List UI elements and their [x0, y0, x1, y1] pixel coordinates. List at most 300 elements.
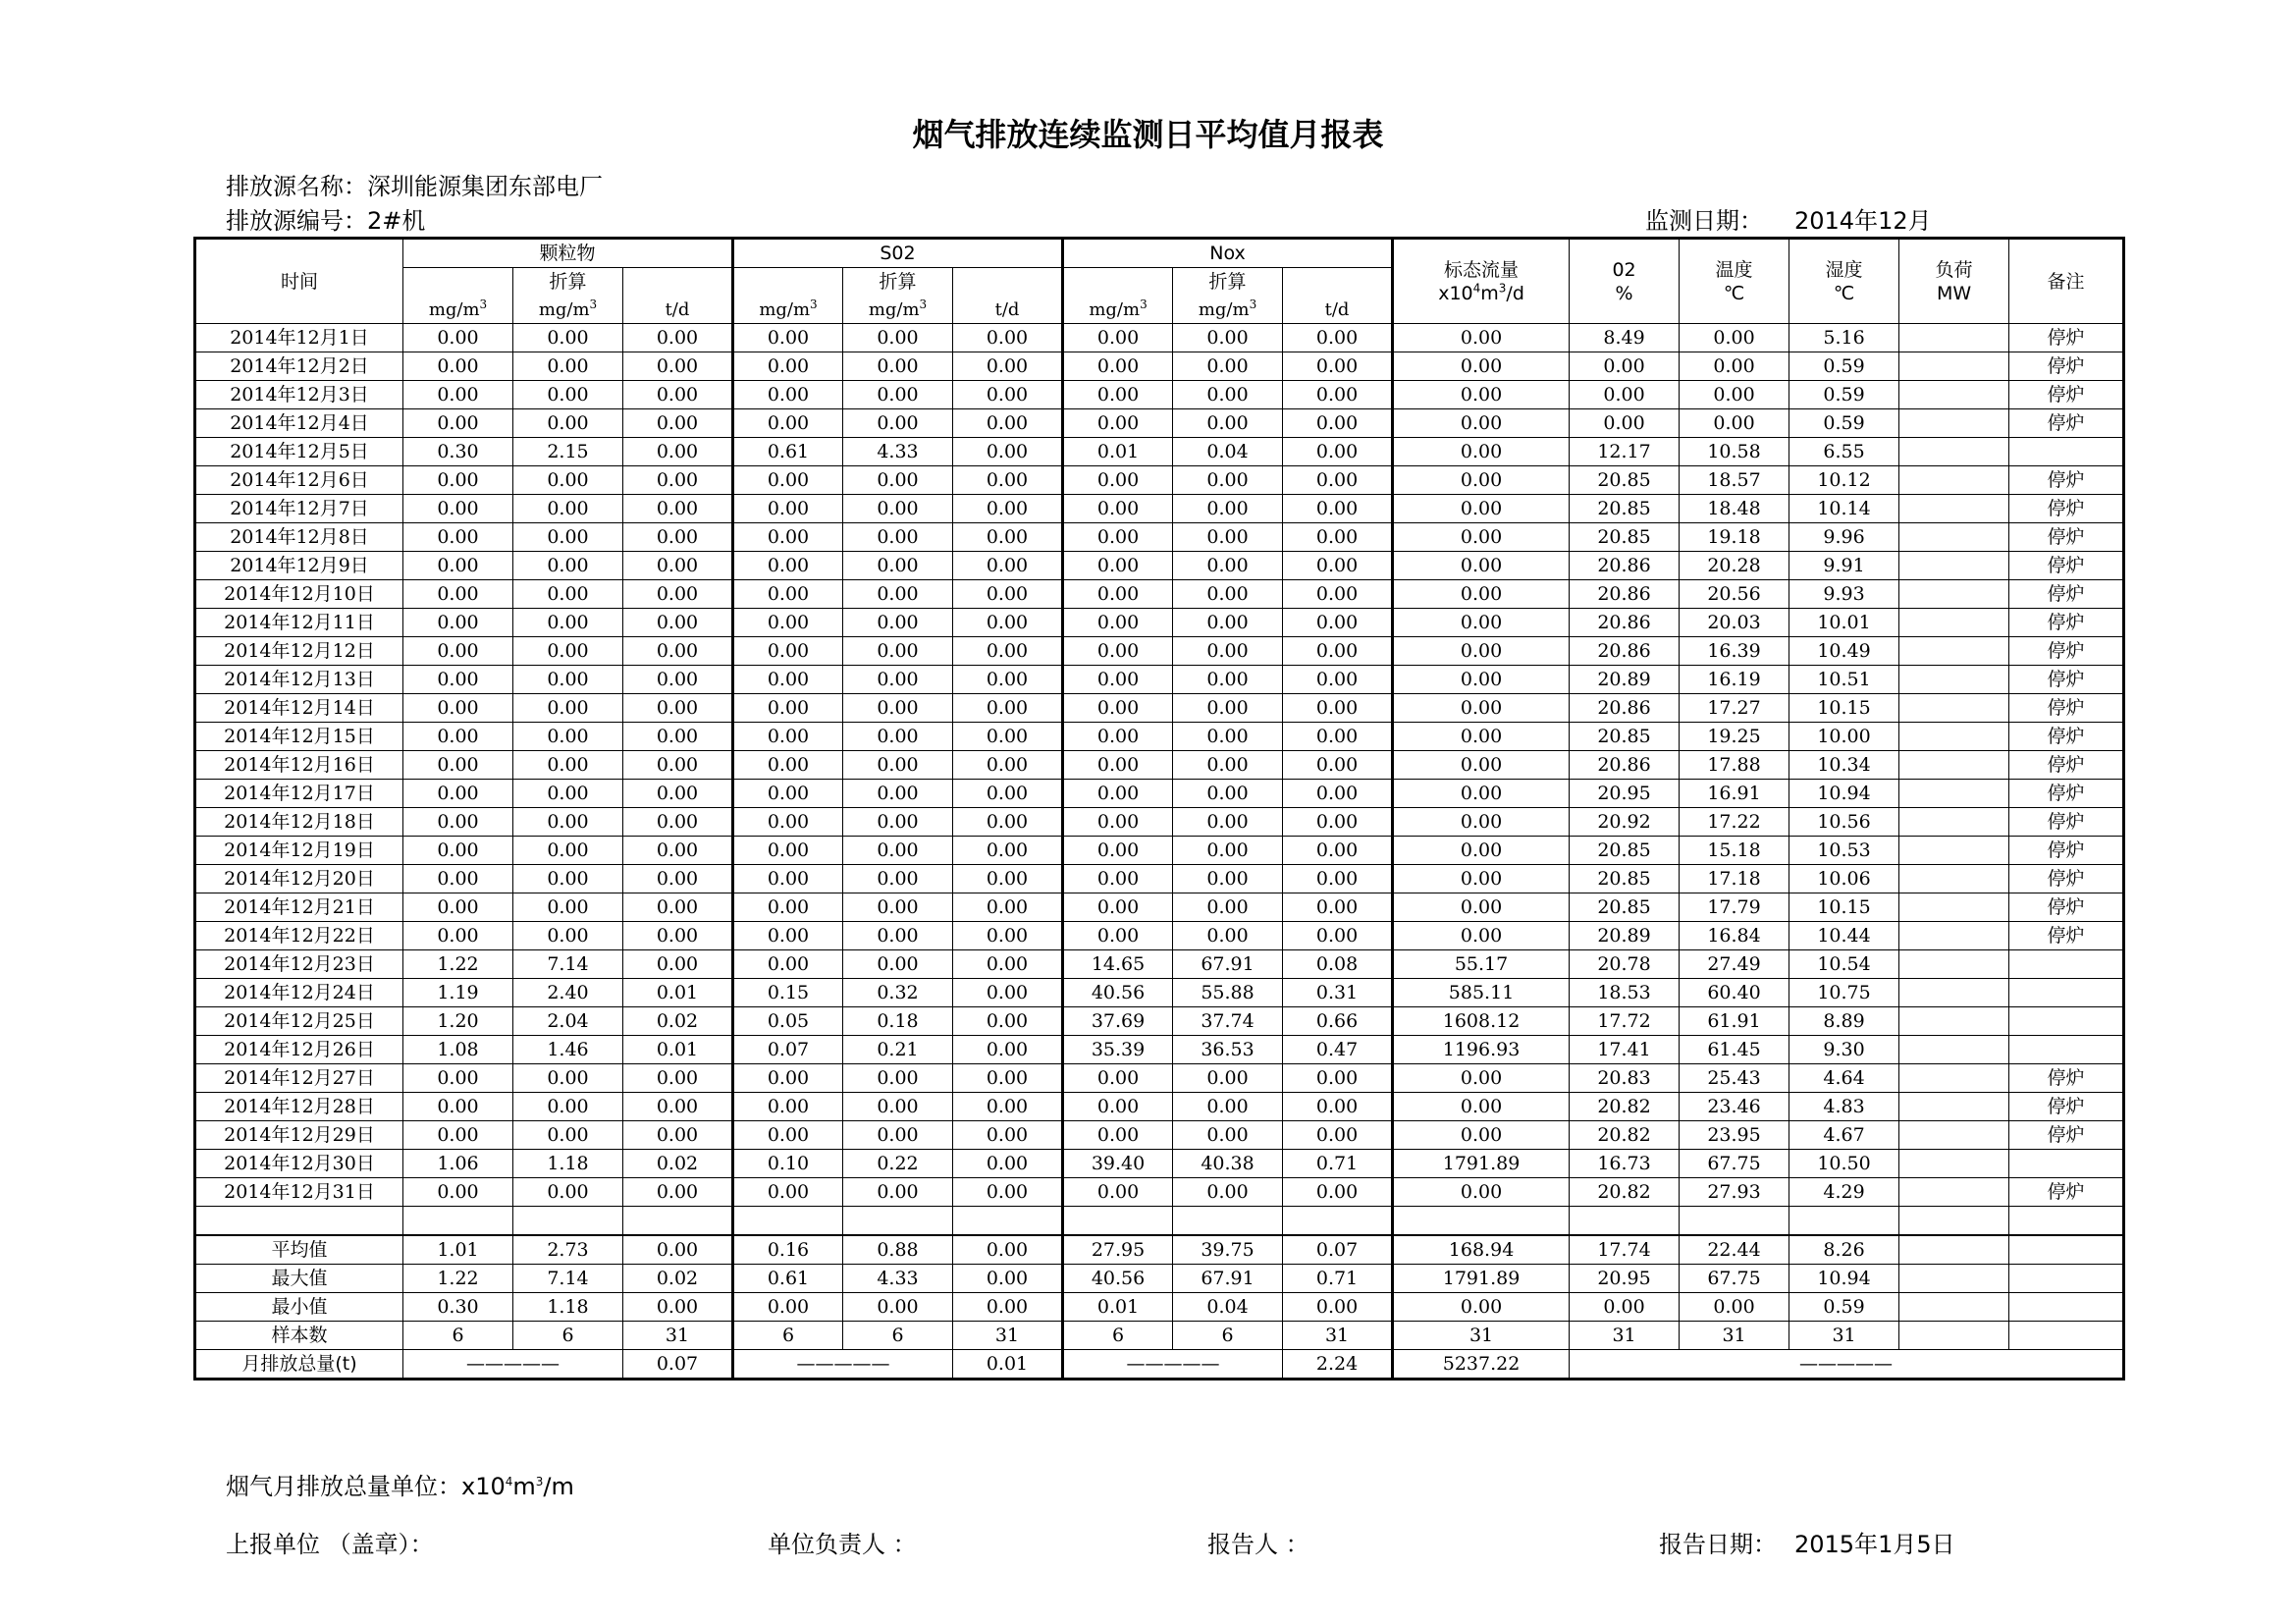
- data-cell: 20.78: [1570, 950, 1680, 979]
- data-cell: 23.95: [1680, 1121, 1789, 1150]
- data-cell: 20.28: [1680, 552, 1789, 580]
- data-cell: 0.00: [843, 694, 953, 723]
- remark-cell: 停炉: [2009, 1064, 2124, 1093]
- data-cell: 0.47: [1283, 1036, 1393, 1064]
- data-cell: 4.64: [1789, 1064, 1899, 1093]
- remark-cell: [2009, 1150, 2124, 1178]
- data-cell: 0.00: [1063, 552, 1173, 580]
- data-cell: 17.22: [1680, 808, 1789, 837]
- table-row: [195, 409, 2124, 438]
- data-cell: 0.00: [1283, 893, 1393, 922]
- data-cell: 0.88: [843, 1235, 953, 1265]
- data-cell: [1899, 352, 2009, 381]
- data-cell: 0.00: [513, 409, 623, 438]
- row-label: 2014年12月25日: [195, 1007, 403, 1036]
- data-cell: 0.00: [1393, 1293, 1570, 1322]
- row-label: 2014年12月19日: [195, 837, 403, 865]
- data-cell: 17.27: [1680, 694, 1789, 723]
- data-cell: 1.01: [403, 1235, 513, 1265]
- data-cell: 2.04: [513, 1007, 623, 1036]
- unit-mg-text: mg/m: [759, 299, 811, 320]
- remark-cell: [2009, 950, 2124, 979]
- data-cell: [1899, 950, 2009, 979]
- data-cell: 10.34: [1789, 751, 1899, 780]
- unit-mg-text: mg/m: [538, 299, 590, 320]
- data-cell: 0.00: [1173, 324, 1283, 352]
- data-cell: 36.53: [1173, 1036, 1283, 1064]
- data-cell: 0.00: [953, 1150, 1063, 1178]
- data-cell: [1899, 637, 2009, 666]
- table-row: [195, 780, 2124, 808]
- remark-cell: 停炉: [2009, 808, 2124, 837]
- data-cell: 0.00: [1283, 466, 1393, 495]
- data-cell: [1899, 409, 2009, 438]
- header-o2: [1570, 239, 1680, 324]
- data-cell: 0.00: [623, 1293, 733, 1322]
- row-label: 2014年12月1日: [195, 324, 403, 352]
- data-cell: 20.82: [1570, 1121, 1680, 1150]
- data-cell: 1791.89: [1393, 1150, 1570, 1178]
- data-cell: 20.03: [1680, 609, 1789, 637]
- data-cell: 17.41: [1570, 1036, 1680, 1064]
- footer-unit-m: m: [512, 1473, 536, 1500]
- row-label: 2014年12月3日: [195, 381, 403, 409]
- emission-report-table: [193, 237, 2125, 1380]
- data-cell: 0.00: [953, 552, 1063, 580]
- data-cell: [1899, 893, 2009, 922]
- data-cell: 0.00: [953, 979, 1063, 1007]
- data-cell: 0.00: [1393, 495, 1570, 523]
- data-cell: 0.00: [623, 666, 733, 694]
- remark-cell: 停炉: [2009, 352, 2124, 381]
- unit-nox-conv-mg: [1173, 296, 1283, 324]
- data-cell: [1899, 751, 2009, 780]
- remark-cell: 停炉: [2009, 552, 2124, 580]
- remark-cell: [2009, 1265, 2124, 1293]
- table-row: [195, 837, 2124, 865]
- data-cell: 0.00: [623, 1235, 733, 1265]
- data-cell: 17.88: [1680, 751, 1789, 780]
- remark-cell: [2009, 438, 2124, 466]
- data-cell: 0.00: [843, 780, 953, 808]
- data-cell: 0.00: [403, 922, 513, 950]
- remark-cell: [2009, 979, 2124, 1007]
- header-remark: 备注: [2009, 239, 2124, 324]
- data-cell: 0.00: [1063, 495, 1173, 523]
- data-cell: 9.96: [1789, 523, 1899, 552]
- data-cell: 0.00: [953, 837, 1063, 865]
- data-cell: 16.73: [1570, 1150, 1680, 1178]
- particulate-monthly-total: 0.07: [623, 1350, 733, 1380]
- data-cell: 0.00: [623, 694, 733, 723]
- data-cell: 0.01: [623, 979, 733, 1007]
- data-cell: 0.00: [1063, 666, 1173, 694]
- table-row: [195, 979, 2124, 1007]
- summary-row: [195, 1235, 2124, 1265]
- blank-row: [195, 1207, 2124, 1236]
- data-cell: 0.00: [1393, 466, 1570, 495]
- row-label: 2014年12月8日: [195, 523, 403, 552]
- data-cell: [1899, 495, 2009, 523]
- data-cell: 10.00: [1789, 723, 1899, 751]
- data-cell: 0.00: [1570, 409, 1680, 438]
- unit-head: 单位负责人 ：: [768, 1531, 917, 1558]
- data-cell: 20.85: [1570, 523, 1680, 552]
- row-label: 2014年12月7日: [195, 495, 403, 523]
- data-cell: 0.00: [1283, 438, 1393, 466]
- data-cell: 0.00: [1393, 637, 1570, 666]
- data-cell: 6.55: [1789, 438, 1899, 466]
- unit-nox-td: t/d: [1283, 296, 1393, 324]
- data-cell: 0.00: [513, 495, 623, 523]
- data-cell: 8.89: [1789, 1007, 1899, 1036]
- data-cell: 0.00: [513, 780, 623, 808]
- unit-particulate-conv-mg: [513, 296, 623, 324]
- data-cell: 1608.12: [1393, 1007, 1570, 1036]
- data-cell: [1899, 438, 2009, 466]
- data-cell: 10.53: [1789, 837, 1899, 865]
- data-cell: 0.00: [843, 609, 953, 637]
- data-cell: 0.00: [513, 694, 623, 723]
- source-number: 排放源编号：2#机: [226, 207, 426, 235]
- data-cell: [1899, 1093, 2009, 1121]
- data-cell: 0.00: [1283, 808, 1393, 837]
- data-cell: 0.00: [733, 808, 843, 837]
- data-cell: 0.00: [1173, 694, 1283, 723]
- data-cell: 20.85: [1570, 466, 1680, 495]
- data-cell: 0.00: [403, 893, 513, 922]
- flow-unit-perday: /d: [1506, 282, 1524, 304]
- unit-mg-text: mg/m: [1198, 299, 1250, 320]
- dash-cell: —————: [733, 1350, 953, 1380]
- remark-cell: 停炉: [2009, 1178, 2124, 1207]
- row-label: 2014年12月6日: [195, 466, 403, 495]
- data-cell: 0.00: [953, 438, 1063, 466]
- row-label: 2014年12月29日: [195, 1121, 403, 1150]
- table-row: [195, 1121, 2124, 1150]
- row-label: 2014年12月4日: [195, 409, 403, 438]
- data-cell: 0.00: [623, 438, 733, 466]
- data-cell: 20.82: [1570, 1178, 1680, 1207]
- data-cell: 31: [1283, 1322, 1393, 1350]
- data-cell: 0.00: [843, 466, 953, 495]
- data-cell: 1791.89: [1393, 1265, 1570, 1293]
- data-cell: 0.00: [513, 1064, 623, 1093]
- data-cell: 0.00: [953, 352, 1063, 381]
- data-cell: 0.00: [953, 723, 1063, 751]
- data-cell: 0.00: [1570, 381, 1680, 409]
- header-o2-unit: %: [1615, 282, 1633, 304]
- data-cell: 0.00: [953, 865, 1063, 893]
- table-row: [195, 751, 2124, 780]
- data-cell: 0.00: [953, 1178, 1063, 1207]
- data-cell: 0.00: [403, 1064, 513, 1093]
- monitor-date-label: 监测日期：: [1645, 207, 1763, 235]
- data-cell: 0.00: [953, 1036, 1063, 1064]
- data-cell: 0.00: [623, 780, 733, 808]
- data-cell: 0.00: [623, 609, 733, 637]
- so2-monthly-total: 0.01: [953, 1350, 1063, 1380]
- data-cell: 0.00: [733, 723, 843, 751]
- table-row: [195, 352, 2124, 381]
- data-cell: 0.00: [953, 409, 1063, 438]
- data-cell: 0.00: [1173, 1121, 1283, 1150]
- data-cell: 0.00: [1283, 1093, 1393, 1121]
- table-row: [195, 1178, 2124, 1207]
- header-flow-unit: [1394, 282, 1569, 305]
- reporter: 报告人 ：: [1207, 1531, 1309, 1558]
- data-cell: 16.39: [1680, 637, 1789, 666]
- data-cell: 0.00: [1063, 751, 1173, 780]
- summary-row: [195, 1322, 2124, 1350]
- table-row: [195, 495, 2124, 523]
- data-cell: 0.00: [1393, 409, 1570, 438]
- data-cell: 0.00: [733, 1064, 843, 1093]
- data-cell: 0.00: [1063, 1064, 1173, 1093]
- data-cell: 0.00: [1283, 495, 1393, 523]
- row-label: 2014年12月12日: [195, 637, 403, 666]
- row-label: 2014年12月21日: [195, 893, 403, 922]
- data-cell: 0.00: [1173, 523, 1283, 552]
- data-cell: 4.33: [843, 438, 953, 466]
- data-cell: 0.00: [1063, 580, 1173, 609]
- data-cell: 0.00: [1393, 381, 1570, 409]
- data-cell: 0.00: [623, 1064, 733, 1093]
- data-cell: [1899, 780, 2009, 808]
- table-row: [195, 324, 2124, 352]
- data-cell: 0.00: [953, 381, 1063, 409]
- row-label: 2014年12月10日: [195, 580, 403, 609]
- data-cell: 0.00: [1063, 1121, 1173, 1150]
- data-cell: 0.00: [953, 466, 1063, 495]
- data-cell: 0.31: [1283, 979, 1393, 1007]
- data-cell: 27.93: [1680, 1178, 1789, 1207]
- data-cell: 10.94: [1789, 1265, 1899, 1293]
- data-cell: 10.49: [1789, 637, 1899, 666]
- data-cell: 0.00: [403, 495, 513, 523]
- data-cell: 0.00: [843, 580, 953, 609]
- data-cell: 0.59: [1789, 1293, 1899, 1322]
- data-cell: 0.00: [953, 780, 1063, 808]
- data-cell: [1899, 922, 2009, 950]
- data-cell: 67.75: [1680, 1150, 1789, 1178]
- table-row: [195, 381, 2124, 409]
- data-cell: [1899, 865, 2009, 893]
- data-cell: 0.00: [953, 893, 1063, 922]
- data-cell: 0.00: [1283, 1293, 1393, 1322]
- data-cell: 0.00: [733, 1293, 843, 1322]
- data-cell: 0.00: [623, 1121, 733, 1150]
- data-cell: 0.00: [1283, 381, 1393, 409]
- data-cell: 19.25: [1680, 723, 1789, 751]
- data-cell: 0.00: [733, 922, 843, 950]
- data-cell: 0.00: [733, 694, 843, 723]
- data-cell: 0.00: [1063, 922, 1173, 950]
- data-cell: 0.00: [403, 1093, 513, 1121]
- data-cell: 0.00: [1283, 637, 1393, 666]
- data-cell: 0.00: [1173, 922, 1283, 950]
- unit-nox-mg: [1063, 296, 1173, 324]
- monthly-total-row: [195, 1350, 2124, 1380]
- row-label: 2014年12月22日: [195, 922, 403, 950]
- data-cell: 0.00: [403, 1178, 513, 1207]
- data-cell: 17.72: [1570, 1007, 1680, 1036]
- header-particulate: 颗粒物: [403, 239, 733, 268]
- data-cell: 0.00: [513, 466, 623, 495]
- data-cell: 0.00: [953, 637, 1063, 666]
- data-cell: 0.00: [513, 837, 623, 865]
- row-label: 2014年12月17日: [195, 780, 403, 808]
- data-cell: 27.95: [1063, 1235, 1173, 1265]
- data-cell: 0.00: [1283, 751, 1393, 780]
- remark-cell: [2009, 1007, 2124, 1036]
- data-cell: 31: [623, 1322, 733, 1350]
- data-cell: 6: [1063, 1322, 1173, 1350]
- data-cell: 0.00: [843, 552, 953, 580]
- data-cell: 0.00: [623, 352, 733, 381]
- data-cell: 0.00: [733, 495, 843, 523]
- data-cell: 0.00: [1283, 666, 1393, 694]
- data-cell: 0.00: [843, 666, 953, 694]
- data-cell: 18.53: [1570, 979, 1680, 1007]
- data-cell: 0.00: [1173, 409, 1283, 438]
- data-cell: 10.15: [1789, 694, 1899, 723]
- data-cell: 0.00: [1680, 324, 1789, 352]
- data-cell: 20.89: [1570, 666, 1680, 694]
- data-cell: 0.07: [733, 1036, 843, 1064]
- header-so2: S02: [733, 239, 1063, 268]
- data-cell: 8.26: [1789, 1235, 1899, 1265]
- remark-cell: 停炉: [2009, 637, 2124, 666]
- data-cell: 0.00: [843, 837, 953, 865]
- data-cell: 0.00: [733, 751, 843, 780]
- data-cell: 0.00: [1063, 1178, 1173, 1207]
- data-cell: 17.18: [1680, 865, 1789, 893]
- data-cell: 10.12: [1789, 466, 1899, 495]
- data-cell: 0.04: [1173, 1293, 1283, 1322]
- footer-unit-note: [226, 1467, 574, 1501]
- data-cell: 9.91: [1789, 552, 1899, 580]
- data-cell: 0.00: [843, 808, 953, 837]
- table-row: [195, 466, 2124, 495]
- data-cell: 0.07: [1283, 1235, 1393, 1265]
- unit-mg-sup: 3: [919, 298, 928, 311]
- nox-monthly-total: 2.24: [1283, 1350, 1393, 1380]
- data-cell: 0.00: [1173, 580, 1283, 609]
- remark-cell: 停炉: [2009, 723, 2124, 751]
- data-cell: 20.85: [1570, 893, 1680, 922]
- data-cell: 19.18: [1680, 523, 1789, 552]
- data-cell: 1.06: [403, 1150, 513, 1178]
- data-cell: 0.00: [1283, 352, 1393, 381]
- data-cell: 0.59: [1789, 381, 1899, 409]
- data-cell: 20.82: [1570, 1093, 1680, 1121]
- data-cell: 0.00: [733, 352, 843, 381]
- data-cell: 0.00: [403, 780, 513, 808]
- data-cell: 0.00: [1283, 837, 1393, 865]
- data-cell: 4.33: [843, 1265, 953, 1293]
- data-cell: 0.00: [733, 1178, 843, 1207]
- data-cell: 0.61: [733, 438, 843, 466]
- row-label: 2014年12月24日: [195, 979, 403, 1007]
- data-cell: 20.86: [1570, 609, 1680, 637]
- data-cell: 0.00: [1393, 837, 1570, 865]
- data-cell: 0.00: [623, 466, 733, 495]
- remark-cell: 停炉: [2009, 1093, 2124, 1121]
- data-cell: 0.02: [623, 1150, 733, 1178]
- data-cell: 0.00: [953, 694, 1063, 723]
- table-row: [195, 1007, 2124, 1036]
- data-cell: [1899, 552, 2009, 580]
- data-cell: 0.00: [733, 950, 843, 979]
- data-cell: 0.00: [953, 751, 1063, 780]
- data-cell: 20.86: [1570, 694, 1680, 723]
- data-cell: [1899, 666, 2009, 694]
- data-cell: 0.00: [513, 580, 623, 609]
- data-cell: 0.00: [1393, 893, 1570, 922]
- data-cell: 0.00: [1173, 751, 1283, 780]
- summary-row: [195, 1293, 2124, 1322]
- data-cell: 0.00: [1680, 409, 1789, 438]
- monthly-total-label: 月排放总量(t): [195, 1350, 403, 1380]
- data-cell: 0.00: [403, 694, 513, 723]
- data-cell: [1899, 837, 2009, 865]
- data-cell: 0.01: [1063, 438, 1173, 466]
- data-cell: 0.00: [1393, 1121, 1570, 1150]
- data-cell: 0.00: [1393, 1093, 1570, 1121]
- data-cell: [1899, 808, 2009, 837]
- data-cell: 0.00: [623, 495, 733, 523]
- table-row: [195, 1064, 2124, 1093]
- data-cell: 0.15: [733, 979, 843, 1007]
- data-cell: 10.94: [1789, 780, 1899, 808]
- data-cell: 0.00: [403, 409, 513, 438]
- unit-mg-sup: 3: [1140, 298, 1148, 311]
- data-cell: 0.00: [733, 609, 843, 637]
- data-cell: 0.08: [1283, 950, 1393, 979]
- data-cell: 1.18: [513, 1150, 623, 1178]
- data-cell: [1899, 1235, 2009, 1265]
- flow-unit-sup4: 4: [1472, 281, 1481, 296]
- data-cell: 0.00: [843, 922, 953, 950]
- data-cell: 4.29: [1789, 1178, 1899, 1207]
- header-temp-unit: ℃: [1723, 282, 1745, 304]
- data-cell: 0.00: [1393, 666, 1570, 694]
- header-nox: Nox: [1063, 239, 1393, 268]
- header-load-label: 负荷: [1935, 258, 1973, 281]
- unit-particulate-td: t/d: [623, 296, 733, 324]
- data-cell: [1899, 1265, 2009, 1293]
- data-cell: 0.00: [1393, 865, 1570, 893]
- remark-cell: 停炉: [2009, 609, 2124, 637]
- data-cell: 7.14: [513, 1265, 623, 1293]
- data-cell: 0.00: [1173, 666, 1283, 694]
- data-cell: 6: [1173, 1322, 1283, 1350]
- data-cell: 0.00: [953, 922, 1063, 950]
- data-cell: [1899, 381, 2009, 409]
- monitor-date: 2014年12月: [1794, 207, 1932, 235]
- data-cell: [1899, 723, 2009, 751]
- data-cell: 8.49: [1570, 324, 1680, 352]
- data-cell: 0.00: [843, 409, 953, 438]
- data-cell: 0.00: [733, 837, 843, 865]
- header-humidity-unit: ℃: [1833, 282, 1855, 304]
- data-cell: 20.85: [1570, 723, 1680, 751]
- data-cell: 0.00: [1063, 466, 1173, 495]
- data-cell: 0.00: [403, 552, 513, 580]
- data-cell: 0.00: [623, 637, 733, 666]
- unit-mg-sup: 3: [589, 298, 598, 311]
